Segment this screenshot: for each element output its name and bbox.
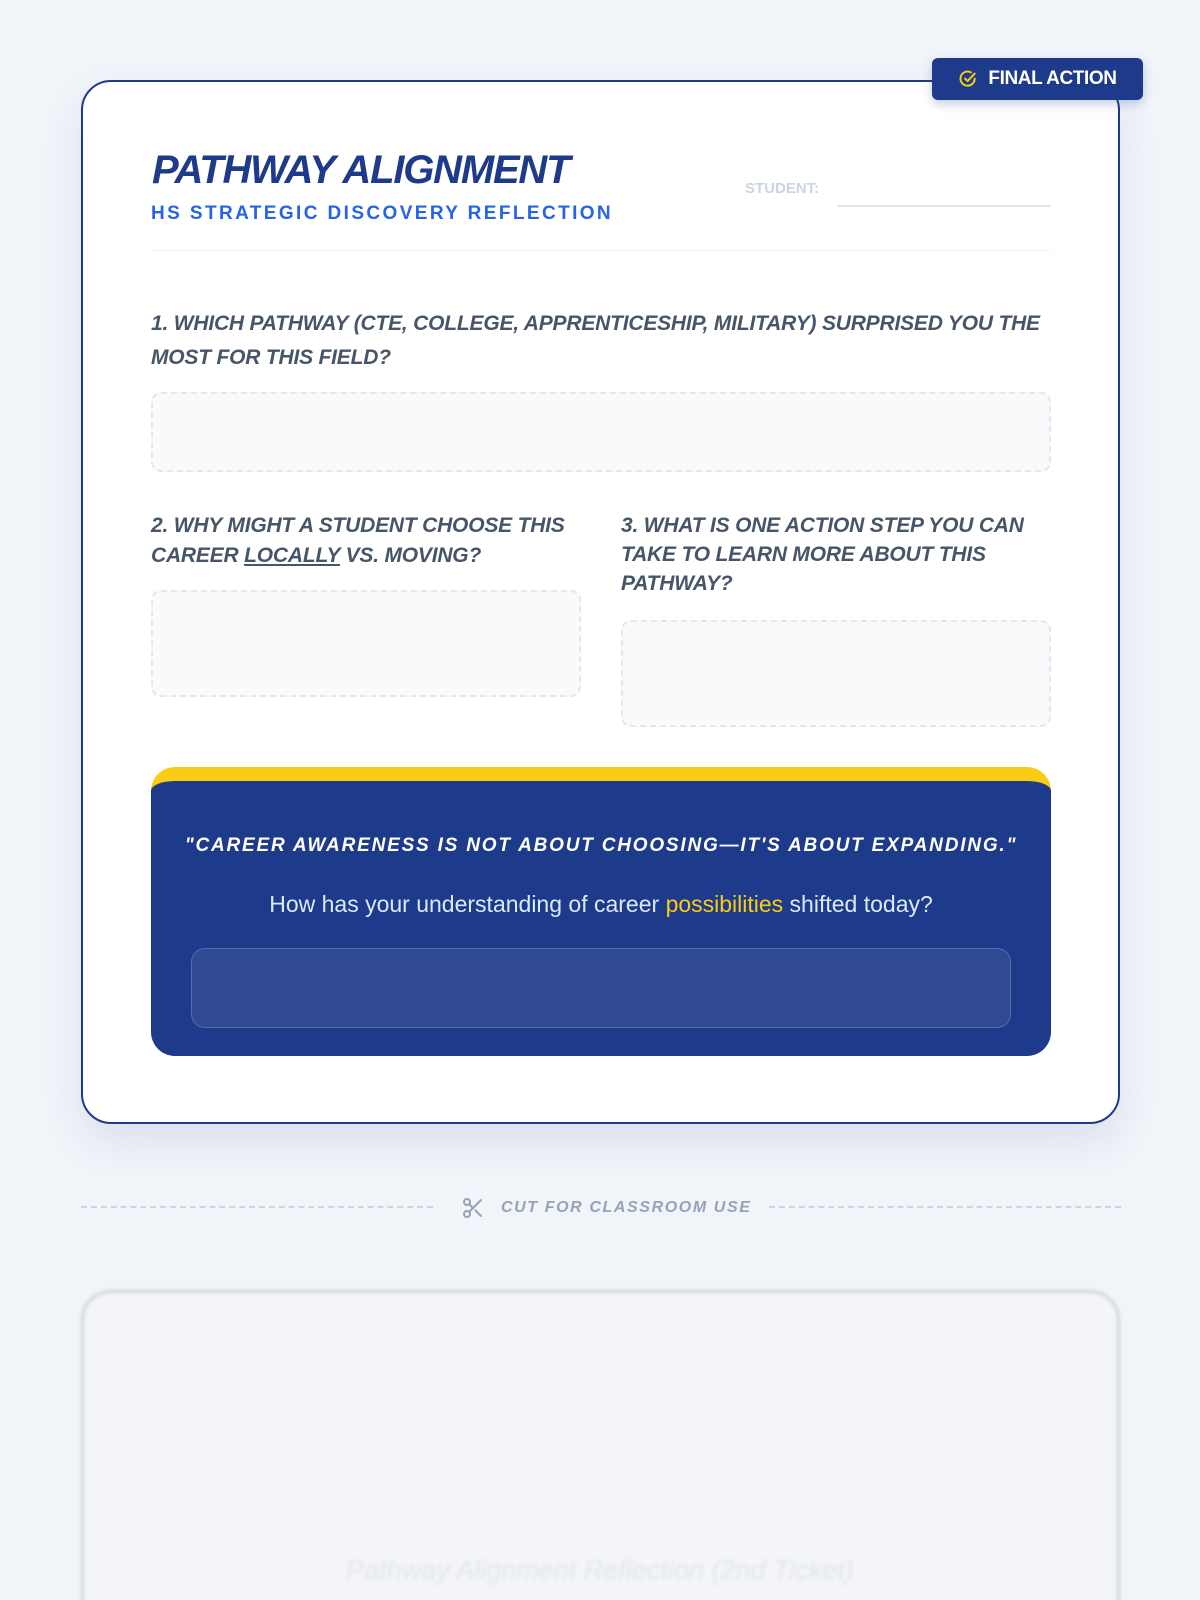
cut-line: [81, 1196, 1120, 1226]
reflection-quote: "CAREER AWARENESS IS NOT ABOUT CHOOSING—IT'S ABOUT EXPANDING.": [184, 835, 1018, 856]
reflection-prompt: [151, 891, 1051, 918]
student-name-field[interactable]: [837, 205, 1051, 207]
student-label: STUDENT:: [745, 180, 820, 197]
second-ticket-card: [81, 1290, 1120, 1600]
cut-label-group: [461, 1196, 752, 1220]
cut-label: CUT FOR CLASSROOM USE: [501, 1199, 752, 1216]
question-2: [151, 511, 591, 571]
reflection-answer-box[interactable]: [191, 948, 1011, 1028]
page-title: PATHWAY ALIGNMENT: [152, 148, 570, 192]
question-2-text: 2. WHY MIGHT A STUDENT CHOOSE THIS CAREER: [151, 514, 565, 567]
answer-box-1[interactable]: [151, 392, 1051, 472]
scissors-icon: [461, 1196, 485, 1220]
answer-box-2[interactable]: [151, 590, 581, 697]
question-2-emphasis: LOCALLY: [244, 544, 340, 567]
reflection-prompt-highlight: possibilities: [665, 891, 784, 917]
second-ticket-label: Pathway Alignment Reflection (2nd Ticket): [346, 1555, 854, 1585]
question-3: 3. WHAT IS ONE ACTION STEP YOU CAN TAKE TO LEARN MORE ABOUT THIS PATHWAY?: [621, 514, 1024, 595]
cut-dash-left: [81, 1206, 433, 1208]
header-divider: [151, 250, 1051, 251]
question-2-text-end: VS. MOVING?: [339, 544, 482, 567]
reflection-prompt-text-end: shifted today?: [783, 891, 933, 917]
final-action-badge: [932, 58, 1143, 100]
check-circle-icon: [958, 69, 978, 89]
reflection-prompt-text: How has your understanding of career: [269, 891, 666, 917]
badge-label: FINAL ACTION: [988, 68, 1117, 89]
page-subtitle: HS STRATEGIC DISCOVERY REFLECTION: [151, 203, 614, 224]
question-1: 1. WHICH PATHWAY (CTE, COLLEGE, APPRENTICESHIP, MILITARY) SURPRISED YOU THE MOST FOR THIS FIELD?: [151, 312, 1040, 369]
reflection-panel: [151, 767, 1051, 1056]
answer-box-3[interactable]: [621, 620, 1051, 727]
cut-dash-right: [769, 1206, 1121, 1208]
